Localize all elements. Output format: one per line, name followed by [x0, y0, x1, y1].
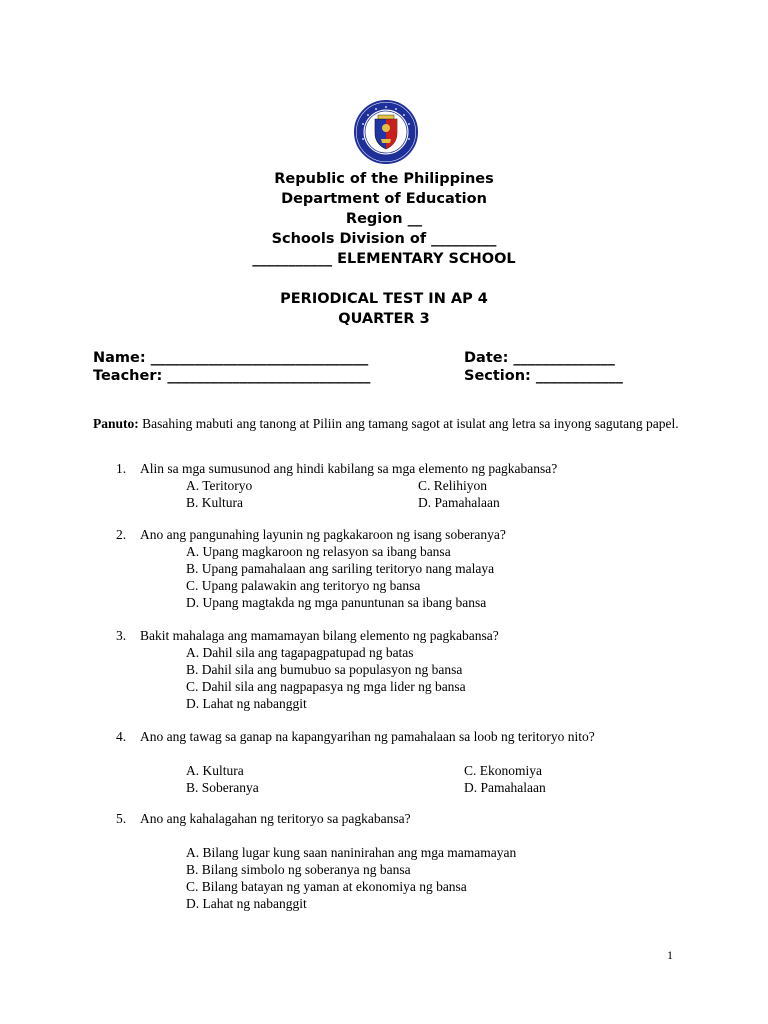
- question-5-text: Ano ang kahalagahan ng teritoryo sa pagkabansa?: [140, 811, 411, 826]
- question-3-choice-a[interactable]: A. Dahil sila ang tagapagpatupad ng batas: [186, 645, 414, 660]
- question-3-text: Bakit mahalaga ang mamamayan bilang elemento ng pagkabansa?: [140, 628, 499, 643]
- question-4-number: 4.: [116, 729, 127, 744]
- question-1-choice-c[interactable]: C. Relihiyon: [418, 478, 488, 493]
- question-2-choice-d[interactable]: D. Upang magtakda ng mga panuntunan sa ibang bansa: [186, 595, 487, 610]
- question-2-choice-a[interactable]: A. Upang magkaroon ng relasyon sa ibang bansa: [186, 544, 451, 559]
- question-2-number: 2.: [116, 527, 127, 542]
- deped-seal-logo: [348, 99, 424, 165]
- question-3-choice-b[interactable]: B. Dahil sila ang bumubuo sa populasyon ng bansa: [186, 662, 463, 677]
- question-5-number: 5.: [116, 811, 127, 826]
- name-field[interactable]: Name: ______________________________: [93, 350, 369, 366]
- question-5-choice-a[interactable]: A. Bilang lugar kung saan naninirahan ang mga mamamayan: [186, 845, 517, 860]
- question-4-text: Ano ang tawag sa ganap na kapangyarihan ng pamahalaan sa loob ng teritoryo nito?: [140, 729, 595, 744]
- instructions: [93, 415, 693, 432]
- question-5-choice-b[interactable]: B. Bilang simbolo ng soberanya ng bansa: [186, 862, 411, 877]
- question-4-choice-d[interactable]: D. Pamahalaan: [464, 780, 546, 795]
- page-number: 1: [667, 948, 673, 962]
- question-1-choice-b[interactable]: B. Kultura: [186, 495, 243, 510]
- header-division: Schools Division of _________: [271, 231, 497, 247]
- question-4-choice-a[interactable]: A. Kultura: [186, 763, 244, 778]
- question-3-choice-d[interactable]: D. Lahat ng nabanggit: [186, 696, 307, 711]
- date-field[interactable]: Date: ______________: [464, 350, 615, 366]
- question-1-choice-a[interactable]: A. Teritoryo: [186, 478, 253, 493]
- question-2-choice-b[interactable]: B. Upang pamahalaan ang sariling teritoryo nang malaya: [186, 561, 495, 576]
- test-title: PERIODICAL TEST IN AP 4: [280, 291, 488, 307]
- section-field[interactable]: Section: ____________: [464, 368, 623, 384]
- question-4-choice-b[interactable]: B. Soberanya: [186, 780, 259, 795]
- teacher-field[interactable]: Teacher: ____________________________: [93, 368, 371, 384]
- question-4-choice-c[interactable]: C. Ekonomiya: [464, 763, 542, 778]
- question-2-text: Ano ang pangunahing layunin ng pagkakaroon ng isang soberanya?: [140, 527, 506, 542]
- question-1-number: 1.: [116, 461, 127, 476]
- question-3-number: 3.: [116, 628, 127, 643]
- question-5-choice-d[interactable]: D. Lahat ng nabanggit: [186, 896, 307, 911]
- header-school: ___________ ELEMENTARY SCHOOL: [252, 251, 516, 267]
- question-5-choice-c[interactable]: C. Bilang batayan ng yaman at ekonomiya ng bansa: [186, 879, 467, 894]
- header-region: Region __: [345, 211, 423, 227]
- question-2-choice-c[interactable]: C. Upang palawakin ang teritoryo ng bansa: [186, 578, 421, 593]
- question-3-choice-c[interactable]: C. Dahil sila ang nagpapasya ng mga lider ng bansa: [186, 679, 466, 694]
- header-republic: Republic of the Philippines: [274, 171, 494, 187]
- question-1-choice-d[interactable]: D. Pamahalaan: [418, 495, 500, 510]
- header-department: Department of Education: [281, 191, 487, 207]
- test-quarter: QUARTER 3: [338, 311, 430, 327]
- question-1-text: Alin sa mga sumusunod ang hindi kabilang sa mga elemento ng pagkabansa?: [140, 461, 558, 476]
- instructions-label: Panuto:: [93, 416, 139, 431]
- instructions-text: Basahing mabuti ang tanong at Piliin ang tamang sagot at isulat ang letra sa inyong sagutang papel.: [138, 416, 679, 431]
